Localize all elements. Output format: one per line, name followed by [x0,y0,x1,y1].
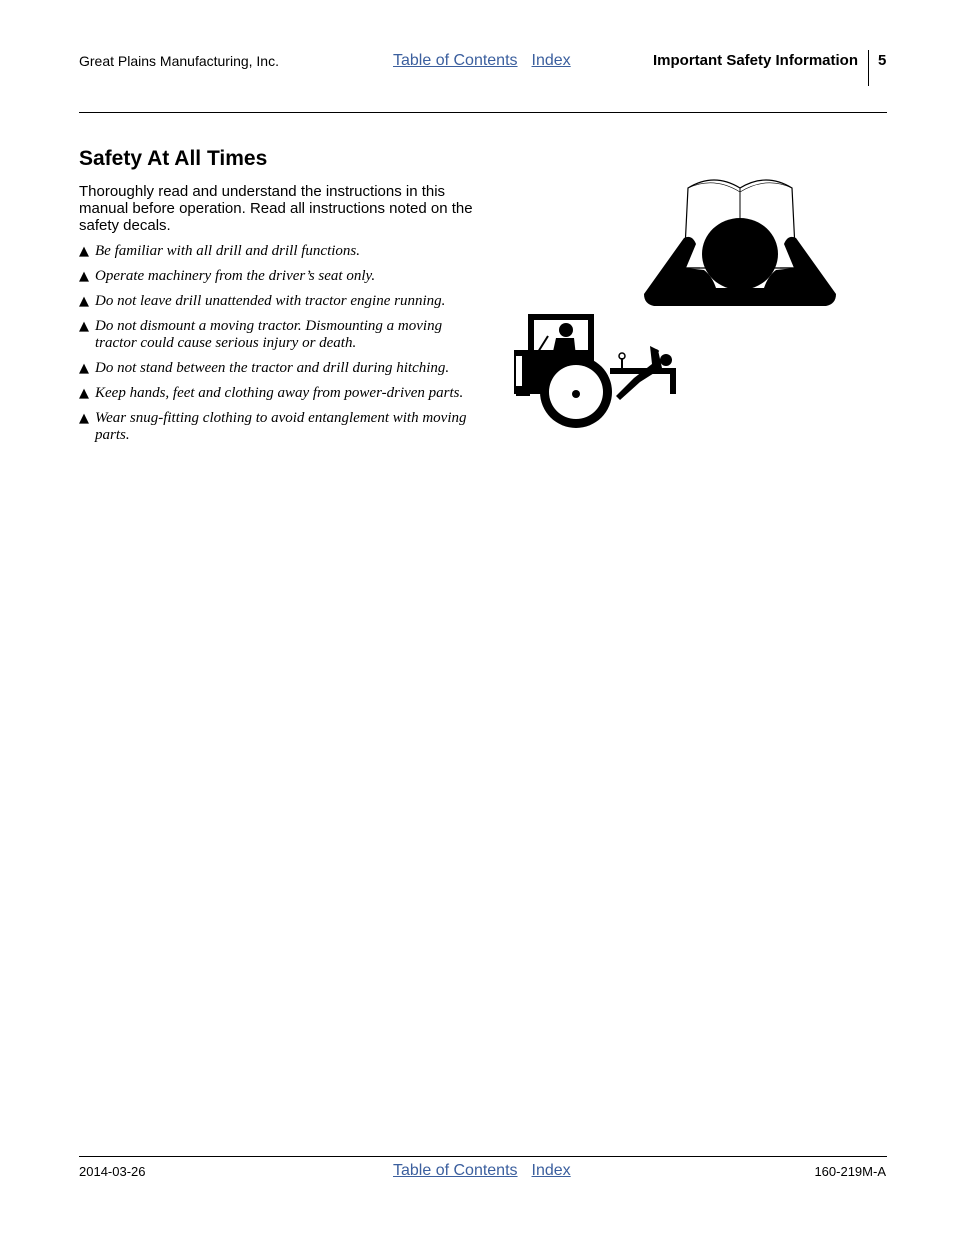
safety-list [79,243,474,452]
warning-triangle-icon: ▲ [79,411,89,426]
warning-triangle-icon: ▲ [79,386,89,401]
page-title: Safety At All Times [79,147,268,170]
list-item: ▲ Do not leave drill unattended with tractor engine running. [79,293,446,309]
header-rule [79,112,887,113]
warning-triangle-icon: ▲ [79,244,89,259]
footer-rule [79,1156,887,1157]
header-toc-link[interactable]: Table of Contents [393,52,518,69]
list-item: ▲ Do not dismount a moving tractor. Dismounting a moving tractor could cause serious injury or death. [79,318,443,351]
warning-triangle-icon: ▲ [79,319,89,334]
company-name: Great Plains Manufacturing, Inc. [79,53,279,69]
footer-date: 2014-03-26 [79,1164,146,1179]
list-item: ▲ Wear snug-fitting clothing to avoid entanglement with moving parts. [79,410,467,443]
list-item: ▲ Operate machinery from the driver’s seat only. [79,268,376,284]
warning-triangle-icon: ▲ [79,269,89,284]
warning-triangle-icon: ▲ [79,294,89,309]
tractor-hitching-hazard-icon [512,310,682,435]
list-item: ▲ Be familiar with all drill and drill functions. [79,243,361,259]
list-item: ▲ Do not stand between the tractor and drill during hitching. [79,360,450,376]
list-item: ▲ Keep hands, feet and clothing away from power-driven parts. [79,385,464,401]
document-code: 160-219M-A [814,1164,886,1179]
footer-toc-link[interactable]: Table of Contents [393,1162,518,1179]
header-index-link[interactable]: Index [531,52,571,69]
footer-nav [393,1162,571,1180]
footer-index-link[interactable]: Index [531,1162,571,1179]
section-title: Important Safety Information [652,52,858,69]
header-divider [868,50,869,86]
read-manual-icon [640,172,840,312]
warning-triangle-icon: ▲ [79,361,89,376]
intro-paragraph: Thoroughly read and understand the instructions in this manual before operation. Read all instructions noted on the safety decals. [79,183,473,234]
header-nav [393,52,571,70]
page-number: 5 [878,52,887,69]
